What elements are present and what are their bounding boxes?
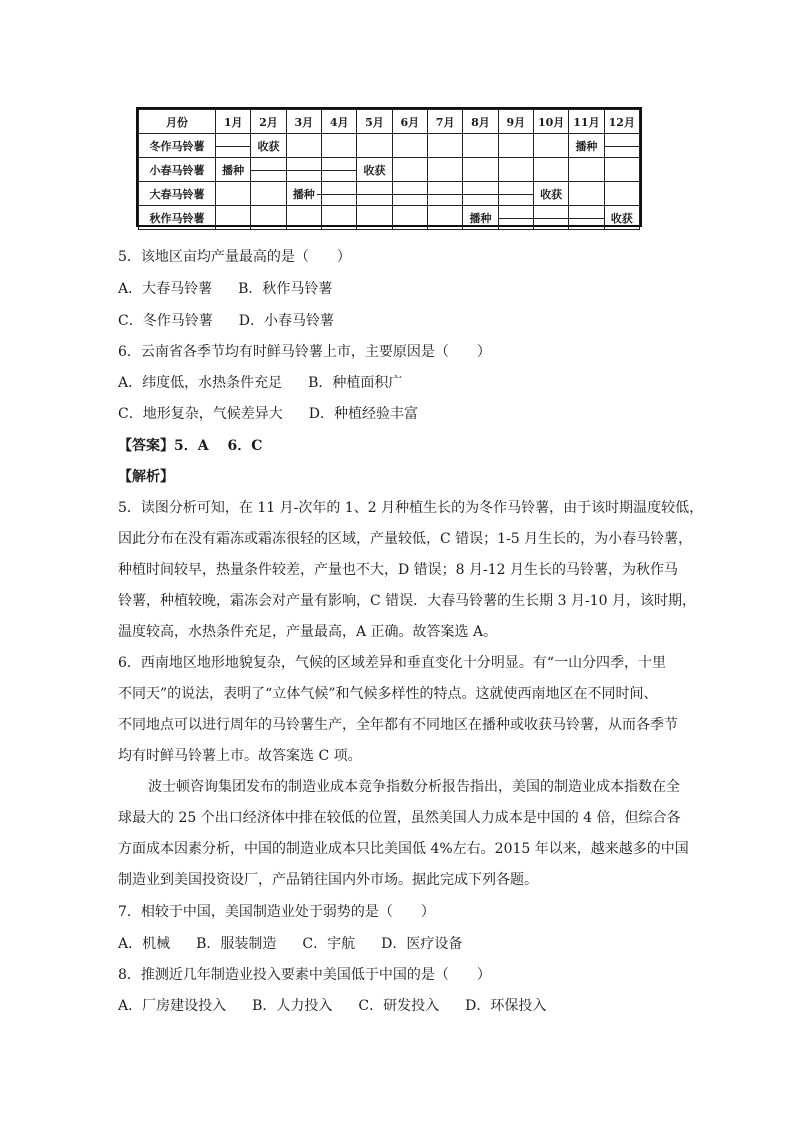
table-cell xyxy=(357,206,392,230)
explanation-line: 6．西南地区地形地貌复杂，气候的区域差异和垂直变化十分明显。有“一山分四季，十里 xyxy=(118,655,667,671)
passage-line: 制造业到美国投资设厂，产品销往国内外市场。据此完成下列各题。 xyxy=(118,872,538,888)
table-cell xyxy=(392,134,427,158)
table-header-label: 月份 xyxy=(139,110,216,134)
passage-line: 波士顿咨询集团发布的制造业成本竞争指数分析报告指出，美国的制造业成本指数在全 xyxy=(148,779,680,795)
option-d: D．种植经验丰富 xyxy=(308,406,418,422)
month-header: 7月 xyxy=(427,110,462,134)
table-cell xyxy=(533,134,568,158)
explanation-line: 铃薯，种植较晚，霜冻会对产量有影响，C 错误．大春马铃薯的生长期 3 月-10 月，该时期， xyxy=(118,593,696,609)
table-cell xyxy=(604,134,639,158)
explanation-line: 5．读图分析可知，在 11 月-次年的 1、2 月种植生长的为冬作马铃薯，由于该时期温度较低， xyxy=(118,500,704,516)
question-6-stem: 6．云南省各季节均有时鲜马铃薯上市，主要原因是（ ） xyxy=(118,344,491,360)
table-cell: 收获 xyxy=(604,206,639,230)
table-cell: 播种 xyxy=(286,182,321,206)
month-header: 5月 xyxy=(357,110,392,134)
table-cell xyxy=(427,158,462,182)
table-cell xyxy=(321,134,356,158)
planting-schedule-table xyxy=(136,107,642,227)
table-cell xyxy=(427,182,462,206)
option-b: B．秋作马铃薯 xyxy=(238,281,333,297)
explanation-line: 因此分布在没有霜冻或霜冻很轻的区域，产量较低，C 错误；1-5 月生长的，为小春马铃薯， xyxy=(118,531,693,547)
table-cell xyxy=(321,206,356,230)
analysis-label: 【解析】 xyxy=(118,469,174,485)
table-cell xyxy=(604,182,639,206)
question-5-stem: 5．该地区亩均产量最高的是（ ） xyxy=(118,249,351,265)
table-header-row xyxy=(139,110,640,134)
table-cell xyxy=(357,134,392,158)
month-header: 8月 xyxy=(463,110,498,134)
table-cell xyxy=(357,182,392,206)
option-c: C．宇航 xyxy=(302,936,356,952)
option-a: A．机械 xyxy=(118,936,171,952)
table-cell xyxy=(569,158,604,182)
table-cell xyxy=(498,158,533,182)
option-a: A．厂房建设投入 xyxy=(118,998,227,1014)
passage-line: 球最大的 25 个出口经济体中排在较低的位置，虽然美国人力成本是中国的 4 倍，但综合各 xyxy=(118,810,681,826)
table-cell xyxy=(392,158,427,182)
option-d: D．医疗设备 xyxy=(381,936,463,952)
option-d: D．小春马铃薯 xyxy=(238,313,334,329)
row-label: 秋作马铃薯 xyxy=(139,206,216,230)
table-cell xyxy=(321,182,356,206)
table-cell xyxy=(216,206,251,230)
option-c: C．冬作马铃薯 xyxy=(118,313,213,329)
table-cell xyxy=(216,182,251,206)
question-8-options xyxy=(118,996,572,1016)
table-cell xyxy=(427,134,462,158)
month-header: 10月 xyxy=(533,110,568,134)
month-header: 1月 xyxy=(216,110,251,134)
option-a: A．纬度低，水热条件充足 xyxy=(118,375,283,391)
reading-passage xyxy=(118,777,689,901)
month-header: 11月 xyxy=(569,110,604,134)
question-6-options-row-2 xyxy=(118,404,444,424)
explanation-6 xyxy=(118,653,678,777)
option-b: B．人力投入 xyxy=(252,998,333,1014)
explanation-line: 不同地点可以进行周年的马铃薯生产，全年都有不同地区在播种或收获马铃薯，从而各季节 xyxy=(118,717,678,733)
table-cell: 播种 xyxy=(463,206,498,230)
table-cell xyxy=(569,206,604,230)
answer-line: 【答案】5．A 6．C xyxy=(118,438,263,454)
month-header: 2月 xyxy=(251,110,286,134)
option-c: C．研发投入 xyxy=(358,998,440,1014)
table-cell xyxy=(498,134,533,158)
row-label: 小春马铃薯 xyxy=(139,158,216,182)
table-cell: 收获 xyxy=(251,134,286,158)
option-a: A．大春马铃薯 xyxy=(118,281,213,297)
table-row xyxy=(139,158,640,182)
table-cell xyxy=(251,206,286,230)
option-c: C．地形复杂，气候差异大 xyxy=(118,406,283,422)
option-b: B．种植面积广 xyxy=(308,375,403,391)
table-cell xyxy=(392,206,427,230)
table-cell: 播种 xyxy=(569,134,604,158)
table-row xyxy=(139,206,640,230)
question-5-options-row-2 xyxy=(118,311,360,331)
explanation-line: 不同天”的说法，表明了“立体气候”和气候多样性的特点。这就使西南地区在不同时间、 xyxy=(118,686,658,702)
explanation-line: 均有时鲜马铃薯上市。故答案选 C 项。 xyxy=(118,748,362,764)
table-cell xyxy=(463,182,498,206)
table-cell xyxy=(463,134,498,158)
explanation-line: 温度较高，水热条件充足，产量最高，A 正确。故答案选 A。 xyxy=(118,624,498,640)
row-label: 冬作马铃薯 xyxy=(139,134,216,158)
table-cell xyxy=(533,158,568,182)
row-label: 大春马铃薯 xyxy=(139,182,216,206)
explanation-5 xyxy=(118,498,704,653)
table-cell xyxy=(463,158,498,182)
question-6-options-row-1 xyxy=(118,373,428,393)
table-cell xyxy=(251,158,286,182)
table-cell xyxy=(286,206,321,230)
table-cell xyxy=(216,134,251,158)
question-8-stem: 8．推测近几年制造业投入要素中美国低于中国的是（ ） xyxy=(118,967,491,983)
passage-line: 方面成本因素分析，中国的制造业成本只比美国低 4%左右。2015 年以来，越来越多的中国 xyxy=(118,841,689,857)
question-7-stem: 7．相较于中国，美国制造业处于弱势的是（ ） xyxy=(118,904,435,920)
table-cell xyxy=(604,158,639,182)
month-header: 4月 xyxy=(321,110,356,134)
month-header: 3月 xyxy=(286,110,321,134)
table-cell xyxy=(427,206,462,230)
question-7-options xyxy=(118,934,488,954)
table-cell: 收获 xyxy=(357,158,392,182)
table-cell xyxy=(392,182,427,206)
table-cell xyxy=(498,206,533,230)
table-row xyxy=(139,134,640,158)
option-b: B．服装制造 xyxy=(196,936,277,952)
table-cell: 播种 xyxy=(216,158,251,182)
table-cell xyxy=(533,206,568,230)
table-row xyxy=(139,182,640,206)
explanation-line: 种植时间较早，热量条件较差，产量也不大，D 错误；8 月-12 月生长的马铃薯，为秋作马 xyxy=(118,562,679,578)
table-cell xyxy=(569,182,604,206)
table-cell xyxy=(251,182,286,206)
table-cell xyxy=(498,182,533,206)
question-5-options-row-1 xyxy=(118,279,358,299)
month-header: 9月 xyxy=(498,110,533,134)
option-d: D．环保投入 xyxy=(465,998,547,1014)
month-header: 6月 xyxy=(392,110,427,134)
month-header: 12月 xyxy=(604,110,639,134)
table-cell xyxy=(286,158,321,182)
table-cell: 收获 xyxy=(533,182,568,206)
table-cell xyxy=(321,158,356,182)
table-cell xyxy=(286,134,321,158)
